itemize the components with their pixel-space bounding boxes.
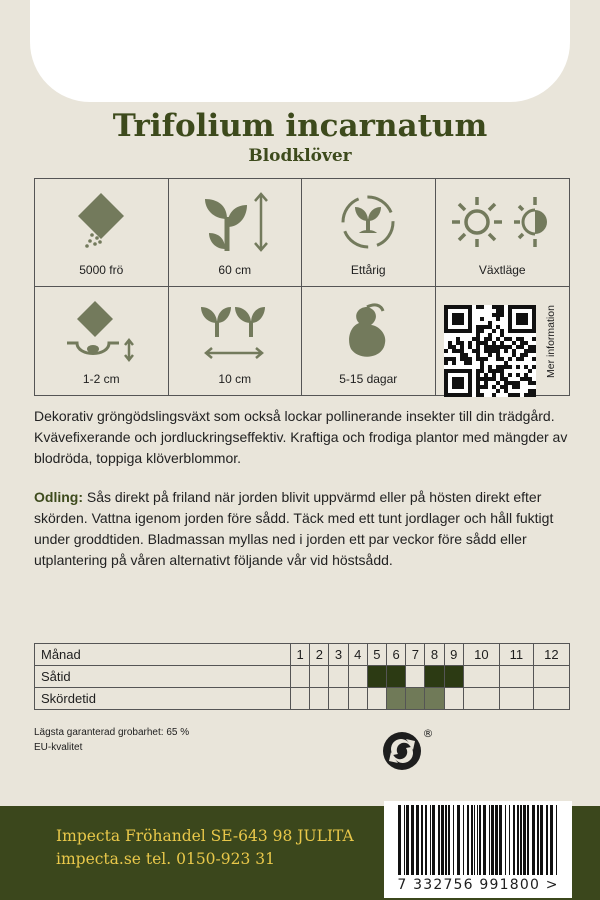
calendar-cell — [310, 688, 329, 710]
calendar-cell — [387, 666, 406, 688]
calendar-sow-row — [35, 666, 570, 688]
recycle-icon — [382, 727, 434, 778]
fact-label: Växtläge — [478, 263, 526, 277]
quality-note: EU-kvalitet — [34, 742, 83, 753]
facts-grid — [34, 178, 570, 396]
calendar-cell — [406, 688, 425, 710]
barcode-bars — [384, 805, 572, 875]
packet-hanger-cutout — [30, 0, 570, 102]
calendar-month-row — [35, 644, 570, 666]
calendar-cell — [348, 688, 367, 710]
sowing-calendar — [34, 643, 570, 710]
fact-label: 5000 frö — [79, 263, 124, 277]
fact-label: Ettårig — [350, 263, 386, 277]
registered-mark: ® — [422, 727, 434, 740]
more-info-label: Mer information — [545, 305, 557, 379]
calendar-cell — [425, 666, 444, 688]
month-12: 12 — [533, 644, 569, 666]
month-9: 9 — [444, 644, 463, 666]
sow-label: Såtid — [35, 666, 291, 688]
month-5: 5 — [367, 644, 386, 666]
month-10: 10 — [463, 644, 499, 666]
calendar-cell — [310, 666, 329, 688]
calendar-cell — [406, 666, 425, 688]
sowing-depth-icon — [61, 297, 141, 367]
calendar-cell — [533, 666, 569, 688]
annual-cycle-icon — [333, 189, 403, 255]
company-address: Impecta Fröhandel SE-643 98 JULITA — [56, 827, 354, 845]
company-contact: impecta.se tel. 0150-923 31 — [56, 850, 276, 868]
calendar-cell — [367, 666, 386, 688]
fact-label: 10 cm — [218, 372, 252, 386]
fact-label: 1-2 cm — [82, 372, 120, 386]
month-4: 4 — [348, 644, 367, 666]
species-title: Trifolium incarnatum — [112, 108, 488, 144]
calendar-cell — [463, 688, 499, 710]
calendar-cell — [499, 666, 533, 688]
month-label: Månad — [35, 644, 291, 666]
calendar-cell — [533, 688, 569, 710]
germination-time-icon — [333, 297, 403, 363]
barcode — [384, 801, 572, 898]
calendar-cell — [444, 688, 463, 710]
barcode-number: 7 332756 991800 > — [397, 877, 559, 893]
month-11: 11 — [499, 644, 533, 666]
fact-germination-time — [302, 287, 436, 395]
fact-position — [436, 179, 570, 287]
calendar-cell — [387, 688, 406, 710]
qr-code-icon[interactable] — [444, 295, 536, 402]
fact-sowing-depth — [35, 287, 169, 395]
harvest-label: Skördetid — [35, 688, 291, 710]
calendar-cell — [291, 666, 310, 688]
calendar-cell — [425, 688, 444, 710]
month-6: 6 — [387, 644, 406, 666]
cultivation-text — [34, 487, 570, 571]
cultivation-body: Sås direkt på friland när jorden blivit uppvärmd eller på hösten direkt efter skörden. Vattna igenom jorden före sådd. Täck med ett tunt jordlager och håll fuktigt under groddtiden. Bladmassan myllas ned i jorden ett par veckor före sådd eller utplantering på våren alternativt följande vår vid höstsådd. — [34, 489, 554, 568]
calendar-cell — [329, 666, 348, 688]
plant-spacing-icon — [193, 297, 277, 363]
sun-partial-shade-icon — [447, 189, 557, 255]
calendar-cell — [367, 688, 386, 710]
month-7: 7 — [406, 644, 425, 666]
common-name: Blodklöver — [248, 146, 352, 166]
germination-note: Lägsta garanterad grobarhet: 65 % — [34, 727, 190, 738]
calendar-harvest-row — [35, 688, 570, 710]
qr-cell — [436, 287, 570, 395]
description: Dekorativ gröngödslingsväxt som också lockar pollinerande insekter till din trädgård. Kvävefixerande och jordluckringseffektiv. Kraftiga och frodiga plantor med mängder av blodröda, toppiga klöverblommor. — [34, 408, 568, 466]
month-8: 8 — [425, 644, 444, 666]
calendar-cell — [348, 666, 367, 688]
calendar-cell — [499, 688, 533, 710]
calendar-cell — [329, 688, 348, 710]
seed-packet-icon — [66, 189, 136, 253]
month-2: 2 — [310, 644, 329, 666]
fact-label: 5-15 dagar — [339, 372, 398, 386]
fact-label: 60 cm — [218, 263, 252, 277]
cultivation-heading: Odling: — [34, 489, 83, 505]
quality-notes — [34, 725, 189, 755]
fact-lifecycle — [302, 179, 436, 287]
fact-seed-count — [35, 179, 169, 287]
plant-height-icon — [195, 189, 275, 255]
calendar-cell — [444, 666, 463, 688]
fact-plant-height — [169, 179, 303, 287]
month-3: 3 — [329, 644, 348, 666]
fact-plant-spacing — [169, 287, 303, 395]
calendar-cell — [463, 666, 499, 688]
month-1: 1 — [291, 644, 310, 666]
calendar-cell — [291, 688, 310, 710]
